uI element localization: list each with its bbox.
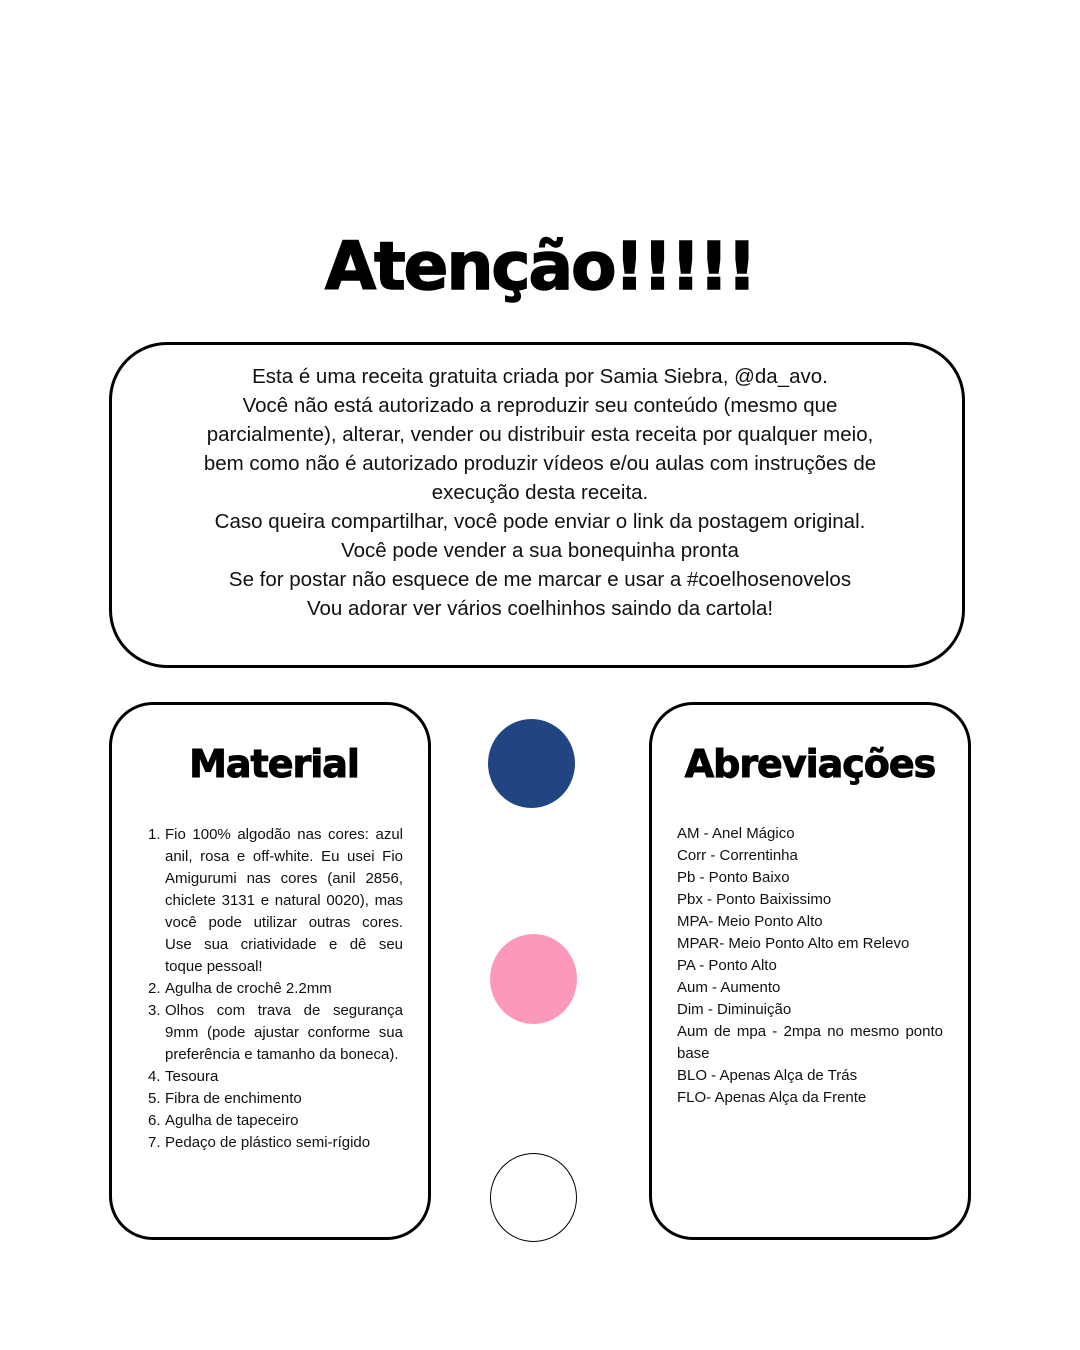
list-item <box>148 1110 403 1132</box>
notice-line: parcialmente), alterar, vender ou distribuir esta receita por qualquer meio, <box>206 423 874 446</box>
list-item <box>148 1088 403 1110</box>
abbreviations-list <box>677 823 943 1109</box>
notice-line: execução desta receita. <box>431 481 649 504</box>
list-item: Aum de mpa - 2mpa no mesmo ponto base <box>677 1023 943 1062</box>
list-item: MPA- Meio Ponto Alto <box>677 913 823 930</box>
list-item: AM - Anel Mágico <box>677 825 795 842</box>
page-title: Atenção!!!!! <box>325 228 755 305</box>
notice-line: Você pode vender a sua bonequinha pronta <box>341 539 739 562</box>
notice-line: Caso queira compartilhar, você pode enviar o link da postagem original. <box>214 510 866 533</box>
list-item-text: Fio 100% algodão nas cores: azul anil, rosa e off-white. Eu usei Fio Amigurumi nas cores (anil 2856, chiclete 3131 e natural 0020), mas você pode utilizar outras cores. Use sua criatividade e dê seu toque pessoal! <box>165 826 403 975</box>
notice-line: Esta é uma receita gratuita criada por Samia Siebra, @da_avo. <box>252 365 828 388</box>
list-item-text: Pedaço de plástico semi-rígido <box>165 1134 371 1151</box>
list-item <box>148 824 403 978</box>
list-number: 4. <box>148 1068 161 1085</box>
notice-line: Você não está autorizado a reproduzir seu conteúdo (mesmo que <box>242 394 838 417</box>
list-number: 2. <box>148 980 161 997</box>
list-item: MPAR- Meio Ponto Alto em Relevo <box>677 935 910 952</box>
list-item-text: Agulha de crochê 2.2mm <box>165 980 332 997</box>
color-swatch-blue <box>488 719 575 808</box>
list-item <box>148 978 403 1000</box>
list-item: Pb - Ponto Baixo <box>677 869 790 886</box>
list-item: BLO - Apenas Alça de Trás <box>677 1067 858 1084</box>
list-item <box>148 1066 403 1088</box>
list-item-text: Fibra de enchimento <box>165 1090 302 1107</box>
list-item-text: Tesoura <box>165 1068 219 1085</box>
material-list <box>148 824 403 1154</box>
material-heading: Material <box>189 742 359 786</box>
list-item <box>148 1000 403 1066</box>
notice-text <box>150 362 930 623</box>
notice-line: Vou adorar ver vários coelhinhos saindo da cartola! <box>306 597 774 620</box>
list-number: 7. <box>148 1134 161 1151</box>
list-item: PA - Ponto Alto <box>677 957 777 974</box>
color-swatch-white <box>490 1153 577 1242</box>
list-item: Pbx - Ponto Baixissimo <box>677 891 832 908</box>
abbreviations-heading: Abreviações <box>684 742 936 786</box>
list-item-text: Agulha de tapeceiro <box>165 1112 299 1129</box>
list-item <box>148 1132 403 1154</box>
list-item-text: Olhos com trava de segurança 9mm (pode ajustar conforme sua preferência e tamanho da boneca). <box>165 1002 403 1063</box>
list-number: 6. <box>148 1112 161 1129</box>
notice-line: bem como não é autorizado produzir vídeos e/ou aulas com instruções de <box>203 452 877 475</box>
list-item: Corr - Correntinha <box>677 847 798 864</box>
list-number: 1. <box>148 826 161 843</box>
list-item: FLO- Apenas Alça da Frente <box>677 1089 867 1106</box>
color-swatch-pink <box>490 934 577 1024</box>
notice-line: Se for postar não esquece de me marcar e usar a #coelhosenovelos <box>228 568 852 591</box>
list-number: 5. <box>148 1090 161 1107</box>
list-item: Dim - Diminuição <box>677 1001 792 1018</box>
list-item: Aum - Aumento <box>677 979 781 996</box>
list-number: 3. <box>148 1002 161 1019</box>
